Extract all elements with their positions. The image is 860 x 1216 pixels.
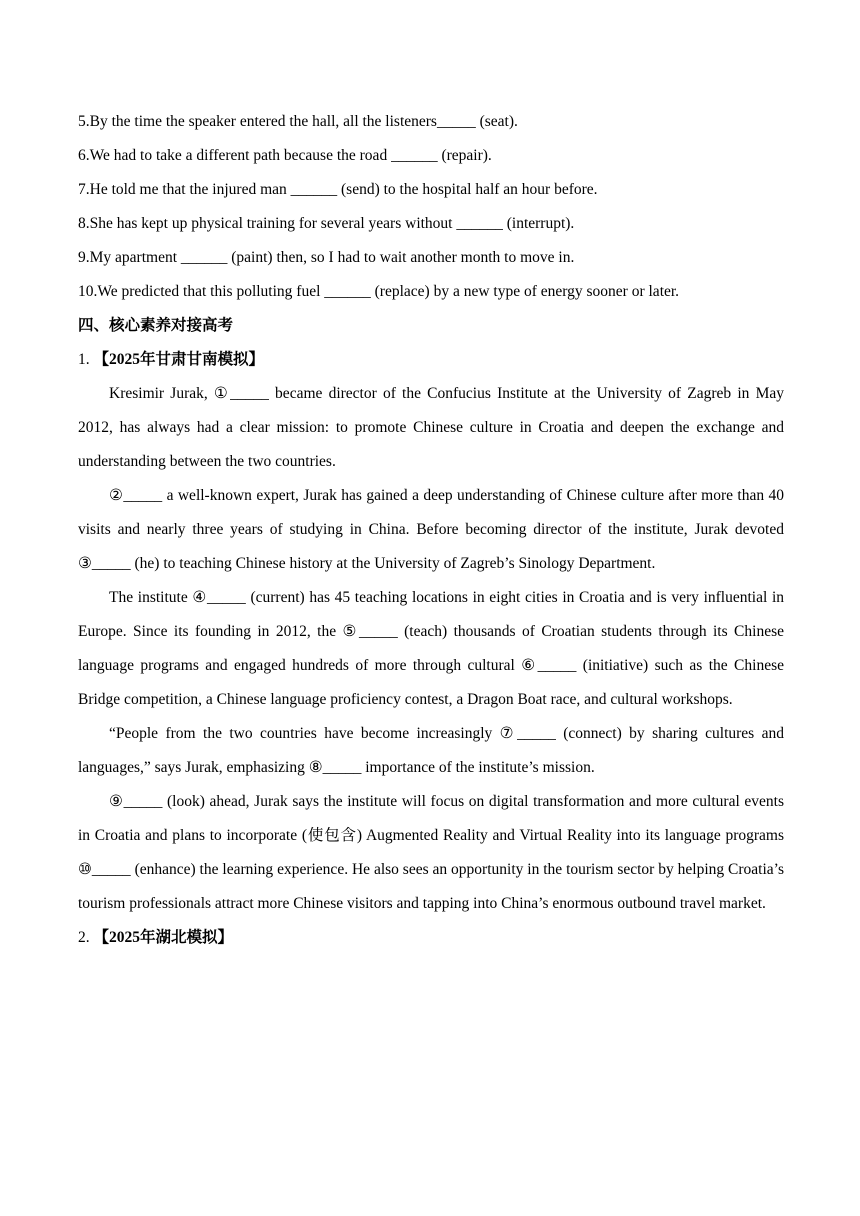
- passage-2-header: [78, 921, 784, 955]
- document-page: [78, 105, 784, 955]
- passage-1-number: 1.: [78, 351, 90, 368]
- exercise-item-10: 10.We predicted that this polluting fuel ______ (replace) by a new type of energy sooner or later.: [78, 283, 680, 300]
- exercise-item-8: 8.She has kept up physical training for several years without ______ (interrupt).: [78, 215, 575, 232]
- passage-1-source: 【2025年甘肃甘南模拟】: [93, 351, 265, 368]
- exercise-item-6: 6.We had to take a different path because the road ______ (repair).: [78, 147, 492, 164]
- exercise-item-5: 5.By the time the speaker entered the hall, all the listeners_____ (seat).: [78, 113, 518, 130]
- passage-1-header: [78, 343, 784, 377]
- passage-2-source: 【2025年湖北模拟】: [93, 929, 234, 946]
- passage-1-paragraph-4: “People from the two countries have become increasingly ⑦_____ (connect) by sharing cultures and languages,” says Jurak, emphasizing ⑧_____ importance of the institute’s mission.: [78, 725, 784, 776]
- passage-1-paragraph-5: ⑨_____ (look) ahead, Jurak says the institute will focus on digital transformation and more cultural events in Croatia and plans to incorporate (使包含) Augmented Reality and Virtual Reality into its language programs ⑩_____ (enhance) the learning experience. He also sees an opportunity in the tourism sector by helping Croatia’s tourism professionals attract more Chinese visitors and tapping into China’s enormous outbound travel market.: [78, 793, 784, 912]
- passage-1-paragraph-2: ②_____ a well-known expert, Jurak has gained a deep understanding of Chinese culture after more than 40 visits and nearly three years of studying in China. Before becoming director of the institute, Jurak devoted ③_____ (he) to teaching Chinese history at the University of Zagreb’s Sinology Department.: [78, 487, 784, 572]
- passage-1-paragraph-3: The institute ④_____ (current) has 45 teaching locations in eight cities in Croatia and is very influential in Europe. Since its founding in 2012, the ⑤_____ (teach) thousands of Croatian students through its Chinese language programs and engaged hundreds of more through cultural ⑥_____ (initiative) such as the Chinese Bridge competition, a Chinese language proficiency contest, a Dragon Boat race, and cultural workshops.: [78, 589, 784, 708]
- exercise-item-7: 7.He told me that the injured man ______ (send) to the hospital half an hour before.: [78, 181, 598, 198]
- passage-1-paragraph-1: Kresimir Jurak, ①_____ became director of the Confucius Institute at the University of Zagreb in May 2012, has always had a clear mission: to promote Chinese culture in Croatia and deepen the exchange and understanding between the two countries.: [78, 385, 784, 470]
- section-heading: 四、核心素养对接高考: [78, 317, 234, 334]
- exercise-item-9: 9.My apartment ______ (paint) then, so I had to wait another month to move in.: [78, 249, 575, 266]
- passage-2-number: 2.: [78, 929, 90, 946]
